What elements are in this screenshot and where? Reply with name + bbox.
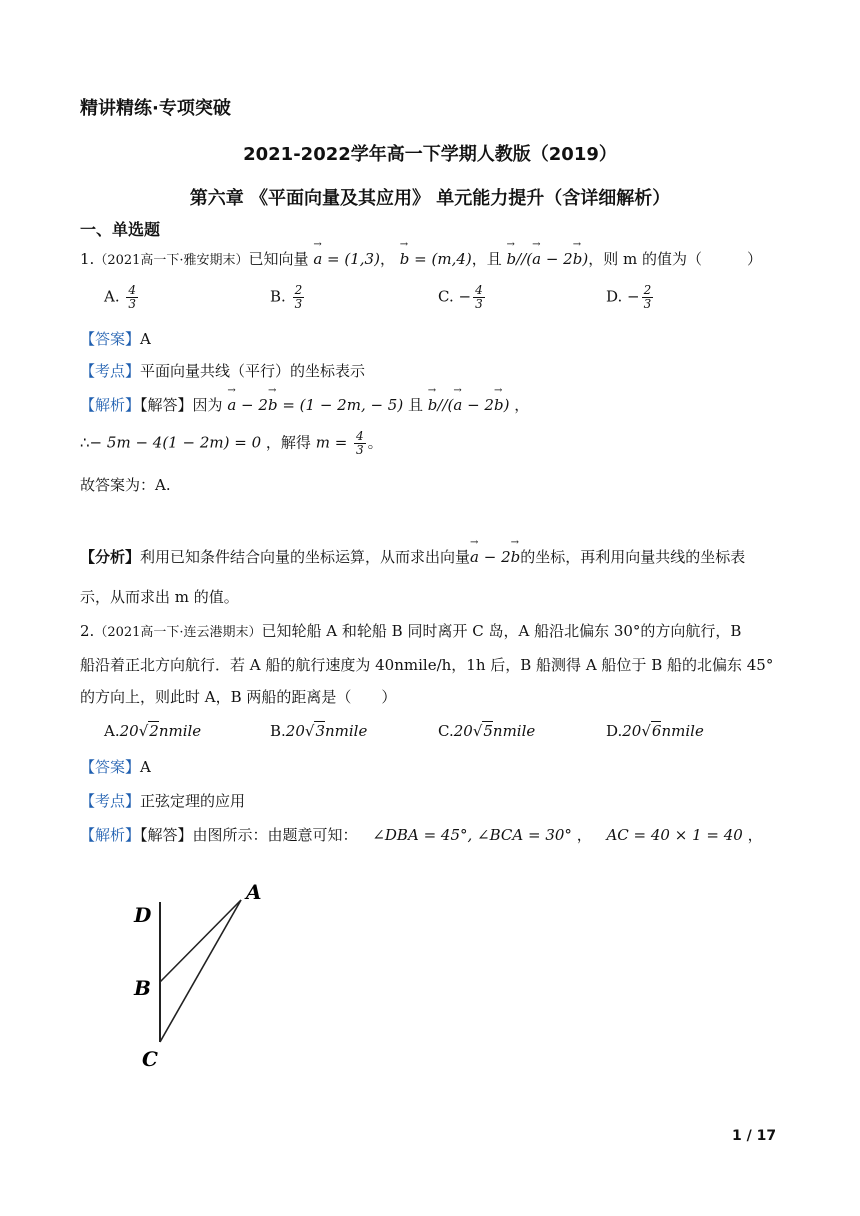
- option-fraction: $\frac{4}{3}$: [475, 283, 483, 311]
- label-c: C: [142, 1047, 158, 1071]
- page-title: 2021-2022学年高一下学期人教版（2019）: [243, 144, 617, 165]
- q1-answer: 【答案】A: [80, 330, 151, 348]
- q1-fenxi: 【分析】利用已知条件结合向量的坐标运算，从而求出向量→ a − 2→ b的坐标，再利用向量共线的坐标表: [80, 546, 745, 567]
- q2-stem-line1: 2.（2021高一下·连云港期末）已知轮船 A 和轮船 B 同时离开 C 岛，A 船沿北偏东 30°的方向航行，B: [80, 622, 742, 640]
- q2-option-c: C.20√5nmile: [438, 722, 536, 740]
- q1-option-d: D. − $\frac{2}{3}$: [606, 283, 652, 311]
- q2-option-b: B.20√3nmile: [270, 722, 368, 740]
- q1-vector-b: → b = (m,4): [400, 250, 472, 268]
- q1-condition: → b//(→ a − 2→ b): [507, 250, 589, 268]
- q1-point: 【考点】平面向量共线（平行）的坐标表示: [80, 362, 366, 380]
- q2-answer: 【答案】A: [80, 758, 151, 776]
- q1-solution: 【解析】【解答】因为 → a − 2→ b = (1 − 2m, − 5) 且 → b//(→ a − 2→ b) ，: [80, 394, 529, 415]
- q2-stem-line2: 船沿着正北方向航行．若 A 船的航行速度为 40nmile/h，1h 后，B 船测得 A 船位于 B 船的北偏东 45°: [80, 656, 774, 674]
- q2-option-a: A.20√2nmile: [104, 722, 202, 740]
- q1-option-a: A. $\frac{4}{3}$: [104, 283, 137, 311]
- line-ca: [160, 900, 241, 1042]
- q1-option-c: C. − $\frac{4}{3}$: [438, 283, 483, 311]
- option-fraction: $\frac{2}{3}$: [643, 283, 652, 311]
- q1-number: 1.: [80, 250, 95, 268]
- q1-equation: ∴− 5m − 4(1 − 2m) = 0 ，解得 m = $\frac{4}{3}$ 。: [80, 429, 383, 457]
- q1-vector-a: → a = (1,3): [313, 250, 380, 268]
- q1-source: （2021高一下·雅安期末）: [94, 253, 249, 268]
- q1-option-b: B. $\frac{2}{3}$: [270, 283, 303, 311]
- series-title: 精讲精练·专项突破: [80, 98, 231, 119]
- option-fraction: $\frac{4}{3}$: [128, 283, 137, 311]
- section-heading: 一、单选题: [80, 220, 161, 239]
- label-b: B: [134, 976, 151, 1000]
- q2-source: （2021高一下·连云港期末）: [94, 625, 262, 640]
- q1-fenxi-cont: 示，从而求出 m 的值。: [80, 588, 239, 606]
- page-subtitle: 第六章 《平面向量及其应用》 单元能力提升（含详细解析）: [189, 188, 671, 209]
- q2-stem-line3: 的方向上，则此时 A，B 两船的距离是（ ）: [80, 688, 397, 706]
- q2-option-d: D.20√6nmile: [606, 722, 704, 740]
- option-fraction: $\frac{2}{3}$: [294, 283, 303, 311]
- q2-number: 2.: [80, 622, 95, 640]
- q2-solution: 【解析】【解答】由图所示：由题意可知： ∠DBA = 45°, ∠BCA = 30° ， AC = 40 × 1 = 40 ，: [80, 826, 763, 844]
- q1-final-answer: 故答案为：A.: [80, 476, 171, 494]
- q1-stem: 1.（2021高一下·雅安期末）已知向量 → a = (1,3)， → b = (m,4)，且 → b//(→ a − 2→ b)，则 m 的值为（ ）: [80, 248, 762, 269]
- q2-point: 【考点】正弦定理的应用: [80, 792, 246, 810]
- label-a: A: [246, 880, 262, 904]
- label-d: D: [134, 903, 152, 927]
- page-number: 1 / 17: [732, 1128, 777, 1144]
- triangle-diagram: [120, 872, 280, 1072]
